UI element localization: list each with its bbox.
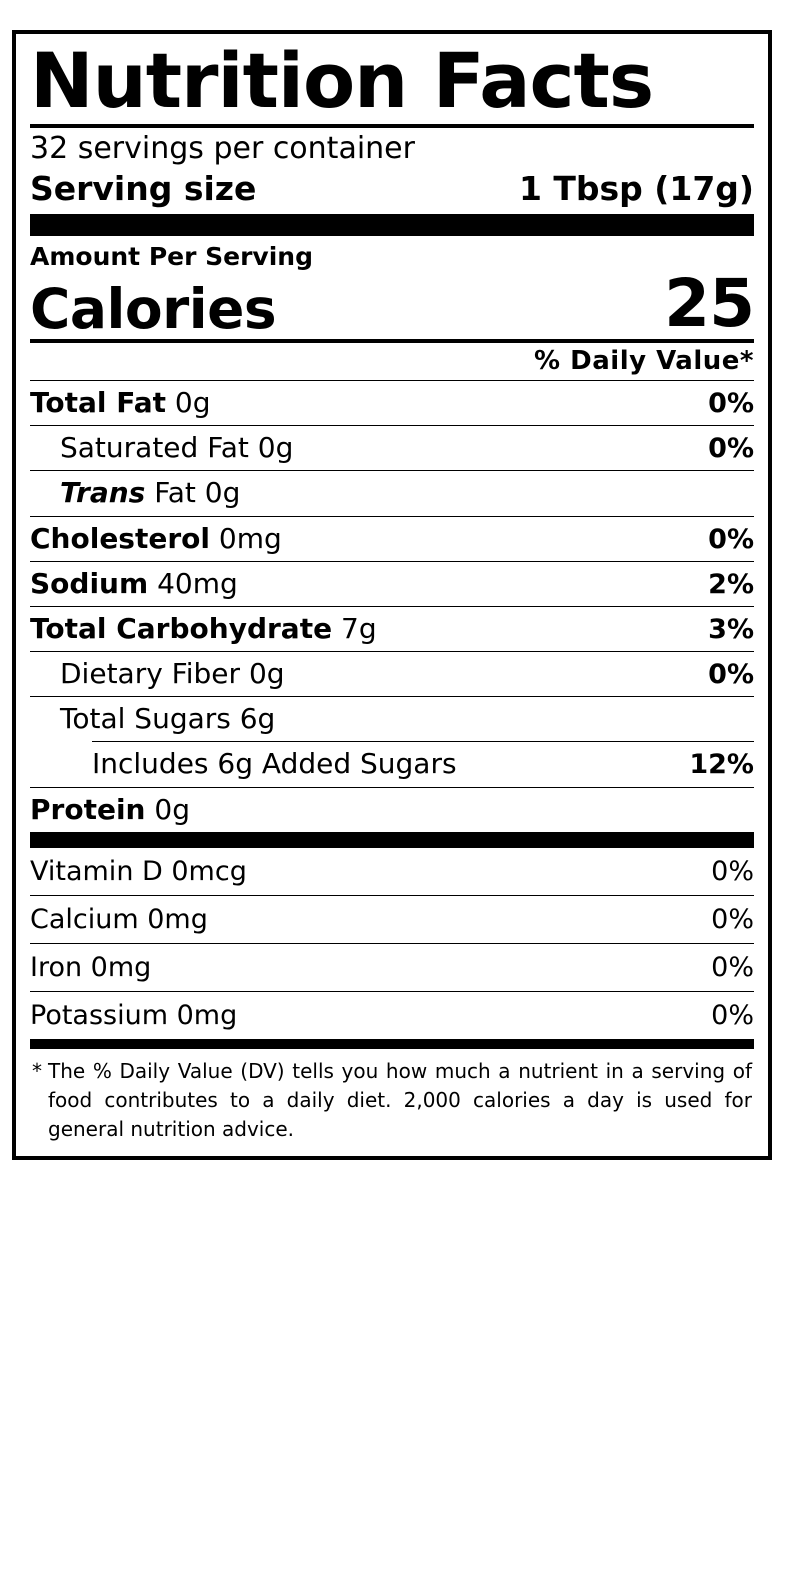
nutrient-row-protein bbox=[30, 788, 754, 832]
nutrient-row-saturated-fat bbox=[30, 426, 754, 470]
cholesterol-name: Cholesterol bbox=[30, 521, 210, 555]
protein-amount: 0g bbox=[154, 792, 190, 826]
nutrition-facts-label bbox=[12, 30, 772, 1160]
nutrient-row-sodium bbox=[30, 562, 754, 606]
vitamin-d-dv: 0% bbox=[711, 855, 754, 887]
cholesterol-amount: 0mg bbox=[218, 521, 282, 555]
vitamin-row-calcium bbox=[30, 896, 754, 943]
nutrient-row-dietary-fiber bbox=[30, 652, 754, 696]
footnote bbox=[30, 1049, 754, 1144]
added-sugars-text: Includes 6g Added Sugars bbox=[92, 747, 457, 781]
potassium-dv: 0% bbox=[711, 999, 754, 1031]
vitamin-d-name: Vitamin D 0mcg bbox=[30, 855, 247, 887]
nutrient-row-cholesterol bbox=[30, 517, 754, 561]
added-sugars-dv: 12% bbox=[689, 749, 754, 781]
total-sugars-text: Total Sugars 6g bbox=[60, 702, 276, 736]
amount-per-serving-label: Amount Per Serving bbox=[30, 241, 313, 271]
calories-value: 25 bbox=[664, 264, 754, 342]
daily-value-header: % Daily Value* bbox=[534, 345, 754, 376]
vitamin-row-potassium bbox=[30, 992, 754, 1039]
total-carbohydrate-dv: 3% bbox=[708, 613, 754, 645]
page-title: Nutrition Facts bbox=[30, 36, 654, 125]
serving-size-label: Serving size bbox=[30, 168, 257, 208]
iron-name: Iron 0mg bbox=[30, 951, 152, 983]
dietary-fiber-dv: 0% bbox=[708, 659, 754, 691]
iron-dv: 0% bbox=[711, 951, 754, 983]
vitamin-row-vitamin-d bbox=[30, 848, 754, 895]
calcium-name: Calcium 0mg bbox=[30, 903, 208, 935]
footnote-text: The % Daily Value (DV) tells you how much a nutrient in a serving of food contributes to a daily diet. 2,000 calories a day is used for general nutrition advice. bbox=[48, 1058, 752, 1141]
sodium-dv: 2% bbox=[708, 568, 754, 600]
nutrient-row-added-sugars bbox=[30, 742, 754, 786]
sodium-amount: 40mg bbox=[157, 566, 238, 600]
nutrient-row-total-sugars bbox=[30, 697, 754, 741]
protein-name: Protein bbox=[30, 792, 146, 826]
serving-size-row bbox=[30, 169, 754, 214]
calories-row bbox=[30, 264, 754, 342]
saturated-fat-text: Saturated Fat 0g bbox=[60, 431, 294, 465]
divider-thick-top bbox=[30, 214, 754, 236]
serving-size-value: 1 Tbsp (17g) bbox=[518, 168, 754, 208]
calcium-dv: 0% bbox=[711, 903, 754, 935]
divider-thick-vitamins bbox=[30, 832, 754, 848]
nutrient-row-total-carbohydrate bbox=[30, 607, 754, 651]
total-fat-dv: 0% bbox=[708, 387, 754, 419]
sodium-name: Sodium bbox=[30, 566, 149, 600]
dietary-fiber-text: Dietary Fiber 0g bbox=[60, 657, 285, 691]
servings-per-container: 32 servings per container bbox=[30, 131, 415, 167]
total-fat-name: Total Fat bbox=[30, 385, 167, 419]
nutrient-row-total-fat bbox=[30, 381, 754, 425]
trans-fat-italic: Trans bbox=[60, 476, 146, 510]
calories-label: Calories bbox=[30, 276, 277, 341]
total-carbohydrate-amount: 7g bbox=[341, 611, 377, 645]
nutrient-row-trans-fat bbox=[30, 471, 754, 515]
cholesterol-dv: 0% bbox=[708, 523, 754, 555]
vitamin-row-iron bbox=[30, 944, 754, 991]
saturated-fat-dv: 0% bbox=[708, 433, 754, 465]
trans-fat-rest: Fat 0g bbox=[145, 476, 241, 510]
total-fat-amount: 0g bbox=[174, 385, 211, 419]
total-carbohydrate-name: Total Carbohydrate bbox=[30, 611, 333, 645]
divider-footnote bbox=[30, 1039, 754, 1049]
footnote-star: * bbox=[32, 1058, 42, 1083]
potassium-name: Potassium 0mg bbox=[30, 999, 238, 1031]
